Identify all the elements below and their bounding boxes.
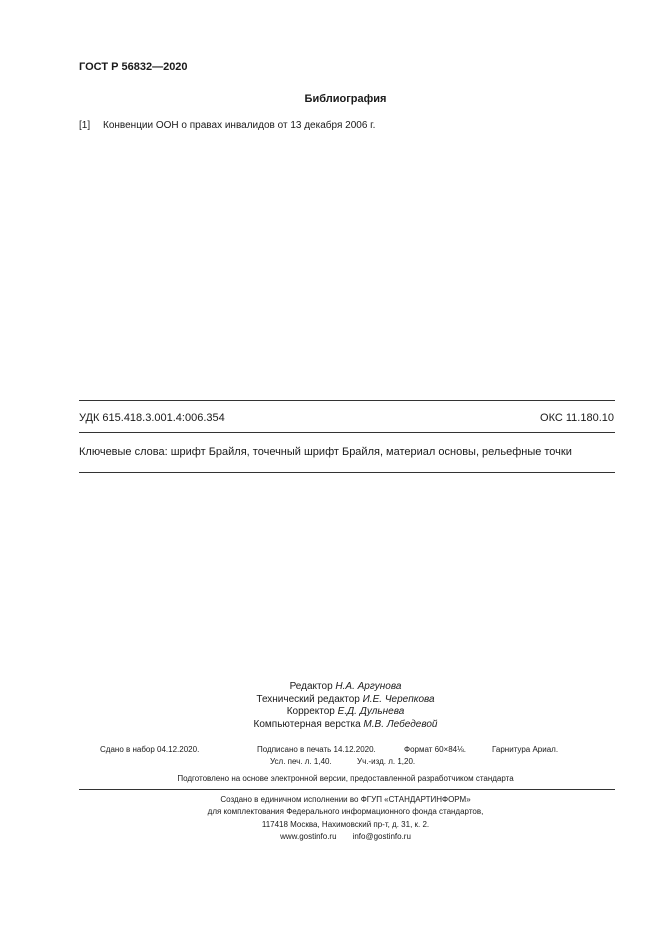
- staff-proofreader: [0, 706, 661, 719]
- pub-edit-sheets: Уч.-изд. л. 1,20.: [357, 757, 416, 766]
- prepared-note: Подготовлено на основе электронной версии, предоставленной разработчиком стандарта: [177, 774, 514, 783]
- bibliography-item-text: Конвенции ООН о правах инвалидов от 13 декабря 2006 г.: [103, 120, 376, 131]
- website-link[interactable]: www.gostinfo.ru: [280, 831, 337, 841]
- staff-layout: [0, 719, 661, 732]
- bibliography-item-number: [1]: [79, 120, 91, 131]
- bibliography-item: [79, 120, 375, 131]
- pub-submitted: Сдано в набор 04.12.2020.: [100, 745, 200, 754]
- pub-typeface: Гарнитура Ариал.: [492, 745, 559, 754]
- staff-name: Н.А. Аргунова: [335, 681, 402, 692]
- editorial-staff: [0, 681, 661, 731]
- divider-top: [79, 400, 615, 401]
- staff-name: М.В. Лебедевой: [363, 718, 438, 730]
- staff-name: И.Е. Черепкова: [362, 693, 435, 705]
- staff-role: Компьютерная верстка: [253, 718, 361, 730]
- staff-role: Редактор: [289, 681, 333, 692]
- divider-footer: [79, 789, 615, 790]
- footer-line-3: 117418 Москва, Нахимовский пр-т, д. 31, к. 2.: [261, 819, 430, 829]
- footer-contacts: [0, 831, 661, 843]
- staff-name: Е.Д. Дульнева: [337, 706, 405, 717]
- publisher-footer: [0, 794, 661, 843]
- staff-editor: [0, 681, 661, 694]
- divider-bottom: [79, 472, 615, 473]
- divider-middle: [79, 432, 615, 433]
- staff-tech-editor: [0, 694, 661, 707]
- keywords: Ключевые слова: шрифт Брайля, точечный шрифт Брайля, материал основы, рельефные точки: [79, 446, 572, 458]
- pub-format: Формат 60×84⅛.: [404, 745, 467, 754]
- standard-number: ГОСТ Р 56832—2020: [79, 61, 188, 73]
- pub-signed: Подписано в печать 14.12.2020.: [257, 745, 376, 754]
- staff-role: Технический редактор: [256, 693, 360, 705]
- email-link[interactable]: info@gostinfo.ru: [352, 831, 411, 841]
- footer-line-2: для комплектования Федерального информационного фонда стандартов,: [207, 807, 484, 817]
- staff-role: Корректор: [286, 706, 335, 717]
- oks-code: ОКС 11.180.10: [540, 412, 614, 424]
- pub-print-sheets: Усл. печ. л. 1,40.: [270, 757, 332, 766]
- udk-code: УДК 615.418.3.001.4:006.354: [79, 412, 225, 424]
- bibliography-title: Библиография: [304, 93, 387, 105]
- footer-line-1: Создано в единичном исполнении во ФГУП «СТАНДАРТИНФОРМ»: [220, 795, 471, 804]
